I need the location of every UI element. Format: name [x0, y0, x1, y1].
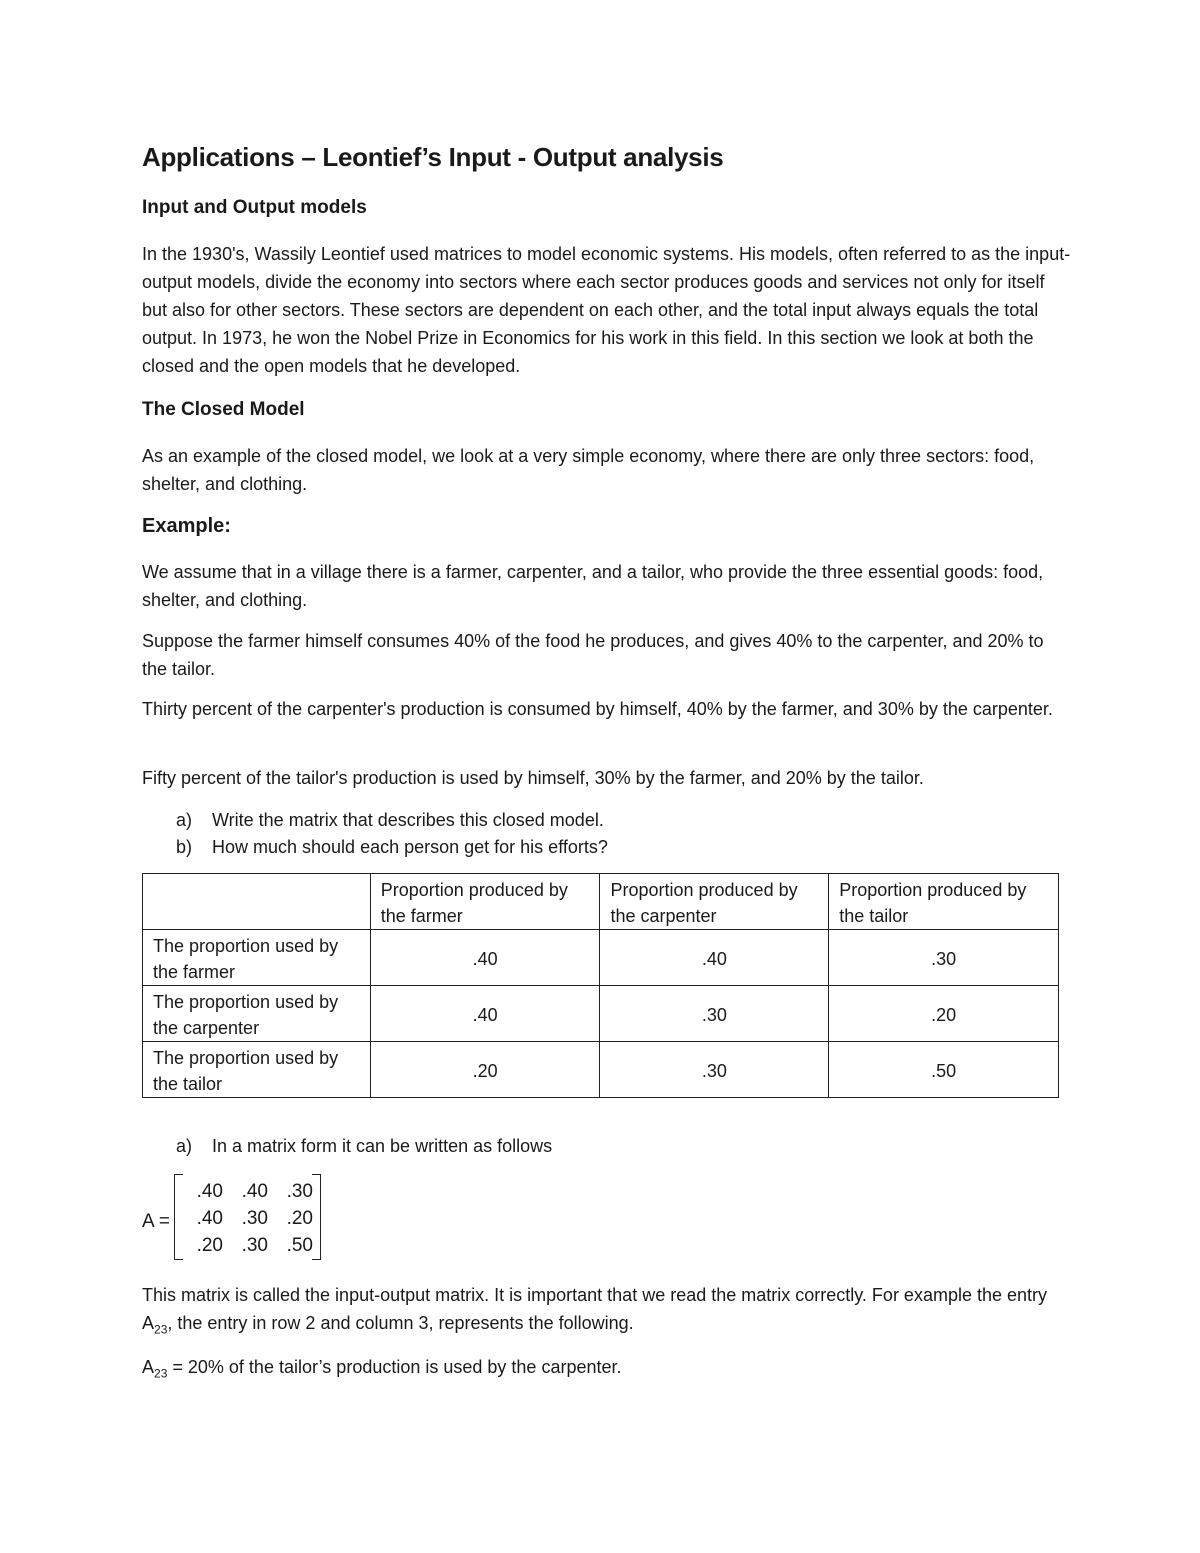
matrix-cell: .20 — [196, 1235, 223, 1256]
example-paragraph-1: We assume that in a village there is a farmer, carpenter, and a tailor, who provide the three essential goods: food, shelter, and clothing. — [142, 562, 1044, 610]
matrix-cell: .40 — [241, 1181, 268, 1202]
matrix-label: A = — [142, 1211, 170, 1232]
table-header-cell — [143, 874, 371, 930]
matrix-explanation — [142, 1281, 1072, 1344]
entry-symbol: A — [142, 1357, 155, 1377]
table-row — [143, 986, 1059, 1042]
example-paragraph-2: Suppose the farmer himself consumes 40% of the food he produces, and gives 40% to the carpenter, and 20% to the tailor. — [142, 631, 1044, 679]
table-header-cell: Proportion produced by the farmer — [370, 874, 600, 930]
table-cell: .50 — [829, 1042, 1059, 1098]
table-header-cell: Proportion produced by the carpenter — [600, 874, 829, 930]
matrix-cell: .30 — [241, 1235, 268, 1256]
matrix-row — [186, 1178, 321, 1205]
table-cell: .30 — [829, 930, 1059, 986]
list-item-label: a) — [176, 1136, 193, 1156]
table-row — [143, 1042, 1059, 1098]
right-bracket — [312, 1174, 321, 1260]
list-item-label: a) — [176, 810, 193, 830]
subscript: 23 — [154, 1322, 168, 1337]
list-item-text: How much should each person get for his efforts? — [212, 837, 608, 857]
row-label: The proportion used by the tailor — [143, 1042, 371, 1098]
matrix-cell: .30 — [286, 1181, 313, 1202]
left-bracket — [174, 1174, 183, 1260]
proportion-table — [142, 873, 1059, 1098]
matrix-cell: .30 — [241, 1208, 268, 1229]
table-cell: .30 — [600, 986, 829, 1042]
page-title: Applications – Leontief’s Input - Output analysis — [142, 142, 724, 172]
matrix-cells — [186, 1178, 321, 1259]
matrix-cell: .40 — [196, 1208, 223, 1229]
list-item-text: In a matrix form it can be written as follows — [212, 1136, 553, 1156]
row-label: The proportion used by the carpenter — [143, 986, 371, 1042]
row-label: The proportion used by the farmer — [143, 930, 371, 986]
table-cell: .40 — [600, 930, 829, 986]
matrix-row — [186, 1232, 321, 1259]
explanation-text: This matrix is called the input-output matrix. It is important that we read the matrix correctly. For example the entry A — [142, 1285, 1048, 1333]
example-heading: Example: — [142, 515, 231, 537]
list-item-text: Write the matrix that describes this closed model. — [212, 810, 604, 830]
table-cell: .20 — [370, 1042, 600, 1098]
section-heading-input-output: Input and Output models — [142, 197, 367, 218]
matrix-cell: .40 — [196, 1181, 223, 1202]
table-cell: .30 — [600, 1042, 829, 1098]
list-item — [142, 807, 608, 834]
entry-text: = 20% of the tailor’s production is used by the carpenter. — [167, 1357, 622, 1377]
table-cell: .20 — [829, 986, 1059, 1042]
matrix-row — [186, 1205, 321, 1232]
subscript: 23 — [154, 1366, 168, 1381]
answer-list — [142, 1133, 552, 1160]
closed-model-paragraph: As an example of the closed model, we look at a very simple economy, where there are only three sectors: food, shelter, and clothing. — [142, 446, 1035, 494]
list-item — [142, 834, 608, 861]
explanation-text: , the entry in row 2 and column 3, represents the following. — [167, 1313, 634, 1333]
section-heading-closed-model: The Closed Model — [142, 399, 305, 420]
list-item — [142, 1133, 552, 1160]
question-list — [142, 807, 608, 861]
table-cell: .40 — [370, 930, 600, 986]
matrix-cell: .20 — [286, 1208, 313, 1229]
entry-statement — [142, 1353, 1072, 1388]
table-header-row — [143, 874, 1059, 930]
example-paragraph-3: Thirty percent of the carpenter's production is consumed by himself, 40% by the farmer, and 30% by the carpenter. — [142, 699, 1053, 719]
intro-paragraph: In the 1930's, Wassily Leontief used matrices to model economic systems. His models, often referred to as the input-output models, divide the economy into sectors where each sector produces goods and services not only for itself but also for other sectors. These sectors are dependent on each other, and the total input always equals the total output. In 1973, he won the Nobel Prize in Economics for his work in this field. In this section we look at both the closed and the open models that he developed. — [142, 244, 1071, 376]
list-item-label: b) — [176, 837, 193, 857]
example-paragraph-4: Fifty percent of the tailor's production is used by himself, 30% by the farmer, and 20% by the tailor. — [142, 768, 924, 788]
table-cell: .40 — [370, 986, 600, 1042]
table-row — [143, 930, 1059, 986]
table-header-cell: Proportion produced by the tailor — [829, 874, 1059, 930]
matrix-cell: .50 — [286, 1235, 313, 1256]
